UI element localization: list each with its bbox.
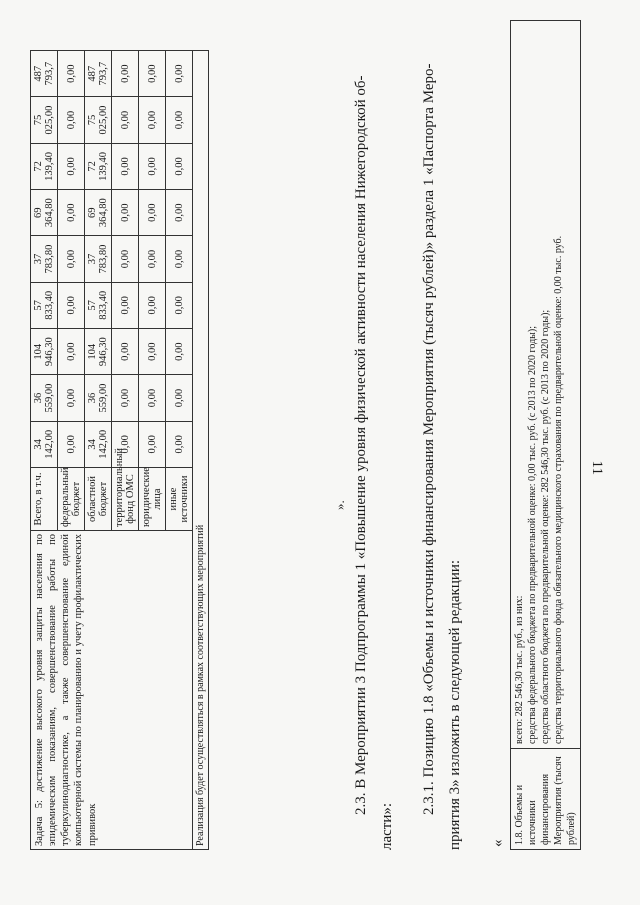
funding-value-cell: 0,00 (58, 97, 85, 143)
funding-value-cell: 69 364,80 (31, 190, 58, 236)
funding-value-cell: 0,00 (112, 329, 139, 375)
paragraph-2-3-line2: ласти»: (379, 802, 395, 850)
funding-value-cell: 0,00 (58, 236, 85, 282)
paragraph-2-3-line1: 2.3. В Мероприятии 3 Подпрограммы 1 «Повышение уровня физической активности населения Нижегородской об- (353, 75, 369, 815)
funding-value-cell: 0,00 (139, 329, 166, 375)
funding-value-cell: 0,00 (112, 51, 139, 97)
funding-value-cell: 36 559,00 (31, 375, 58, 421)
funding-value-cell: 0,00 (58, 375, 85, 421)
funding-value-cell: 0,00 (112, 236, 139, 282)
funding-source-label: федеральный бюджет (58, 468, 85, 531)
funding-source-label: Всего, в т.ч. (31, 468, 58, 531)
funding-value-cell: 72 139,40 (85, 143, 112, 189)
funding-value-cell: 34 142,00 (31, 421, 58, 467)
funding-value-cell: 0,00 (166, 329, 193, 375)
funding-value-cell: 0,00 (139, 236, 166, 282)
funding-value-cell: 0,00 (112, 282, 139, 328)
opening-quote: « (490, 839, 506, 847)
passport-line: средства федерального бюджета по предварительной оценке: 0,00 тыс. руб. (с 2013 по 2020 годы); (527, 325, 538, 744)
funding-value-cell: 0,00 (112, 143, 139, 189)
passport-table (510, 20, 581, 850)
funding-value-cell: 0,00 (112, 375, 139, 421)
funding-value-cell: 0,00 (112, 97, 139, 143)
funding-value-cell: 0,00 (139, 282, 166, 328)
funding-value-cell: 0,00 (166, 375, 193, 421)
paragraph-2-3-1-line2: приятия 3» изложить в следующей редакции: (447, 559, 463, 850)
page-number: 11 (589, 460, 605, 475)
funding-value-cell: 0,00 (166, 97, 193, 143)
funding-value-cell: 75 025,00 (85, 97, 112, 143)
funding-value-cell: 72 139,40 (31, 143, 58, 189)
funding-value-cell: 0,00 (166, 421, 193, 467)
funding-value-cell: 104 946,30 (85, 329, 112, 375)
funding-value-cell: 69 364,80 (85, 190, 112, 236)
funding-table (30, 50, 209, 850)
funding-value-cell: 0,00 (166, 282, 193, 328)
funding-value-cell: 0,00 (58, 143, 85, 189)
passport-values (511, 21, 581, 749)
funding-value-cell: 36 559,00 (85, 375, 112, 421)
funding-value-cell: 0,00 (139, 51, 166, 97)
funding-value-cell: 0,00 (58, 329, 85, 375)
funding-note: Реализация будет осуществляться в рамках соответствующих мероприятий (193, 51, 209, 850)
funding-value-cell: 57 833,40 (31, 282, 58, 328)
funding-value-cell: 0,00 (139, 421, 166, 467)
funding-total-row (31, 51, 58, 850)
funding-value-cell: 0,00 (112, 190, 139, 236)
paragraph-2-3-1-line1: 2.3.1. Позицию 1.8 «Объемы и источники финансирования Мероприятия (тысяч рублей)» раздела 1 «Паспорта Меро- (421, 63, 437, 815)
funding-value-cell: 0,00 (166, 143, 193, 189)
task-description: Задача 5: достижение высокого уровня защиты населения по эпидемическим показаниям, совершенствование работы по туберкулинодиагностике, а также совершенствование единой компьютерной системы по планированию и учету профилактических прививок (31, 531, 193, 850)
funding-value-cell: 34 142,00 (85, 421, 112, 467)
funding-source-label: иные источники (166, 468, 193, 531)
funding-value-cell: 0,00 (58, 190, 85, 236)
funding-value-cell: 0,00 (166, 51, 193, 97)
funding-value-cell: 37 783,80 (31, 236, 58, 282)
funding-value-cell: 0,00 (58, 51, 85, 97)
funding-source-label: областной бюджет (85, 468, 112, 531)
funding-value-cell: 0,00 (58, 421, 85, 467)
funding-value-cell: 57 833,40 (85, 282, 112, 328)
funding-value-cell: 0,00 (58, 282, 85, 328)
passport-line: средства территориального фонда обязательного медицинского страхования по предварительной оценке: 0,00 тыс. руб. (553, 235, 564, 744)
passport-row (511, 21, 581, 850)
funding-source-label: территориальный фонд ОМС (112, 468, 139, 531)
funding-value-cell: 104 946,30 (31, 329, 58, 375)
funding-value-cell: 75 025,00 (31, 97, 58, 143)
funding-note-row (193, 51, 209, 850)
funding-value-cell: 0,00 (166, 190, 193, 236)
closing-quote: ». (332, 500, 347, 510)
funding-value-cell: 0,00 (139, 97, 166, 143)
funding-value-cell: 0,00 (139, 190, 166, 236)
passport-label: 1.8. Объемы и источники финансирования Мероприятия (тысяч рублей) (511, 749, 581, 850)
funding-value-cell: 0,00 (112, 421, 139, 467)
passport-line: средства областного бюджета по предварительной оценке: 282 546,30 тыс. руб. (с 2013 по 2020 годы); (540, 309, 551, 744)
funding-value-cell: 0,00 (139, 143, 166, 189)
funding-value-cell: 487 793,7 (85, 51, 112, 97)
passport-line: всего: 282 546,30 тыс. руб., из них: (514, 595, 525, 744)
funding-source-label: юридические лица (139, 468, 166, 531)
funding-value-cell: 0,00 (166, 236, 193, 282)
funding-value-cell: 0,00 (139, 375, 166, 421)
funding-value-cell: 487 793,7 (31, 51, 58, 97)
funding-value-cell: 37 783,80 (85, 236, 112, 282)
